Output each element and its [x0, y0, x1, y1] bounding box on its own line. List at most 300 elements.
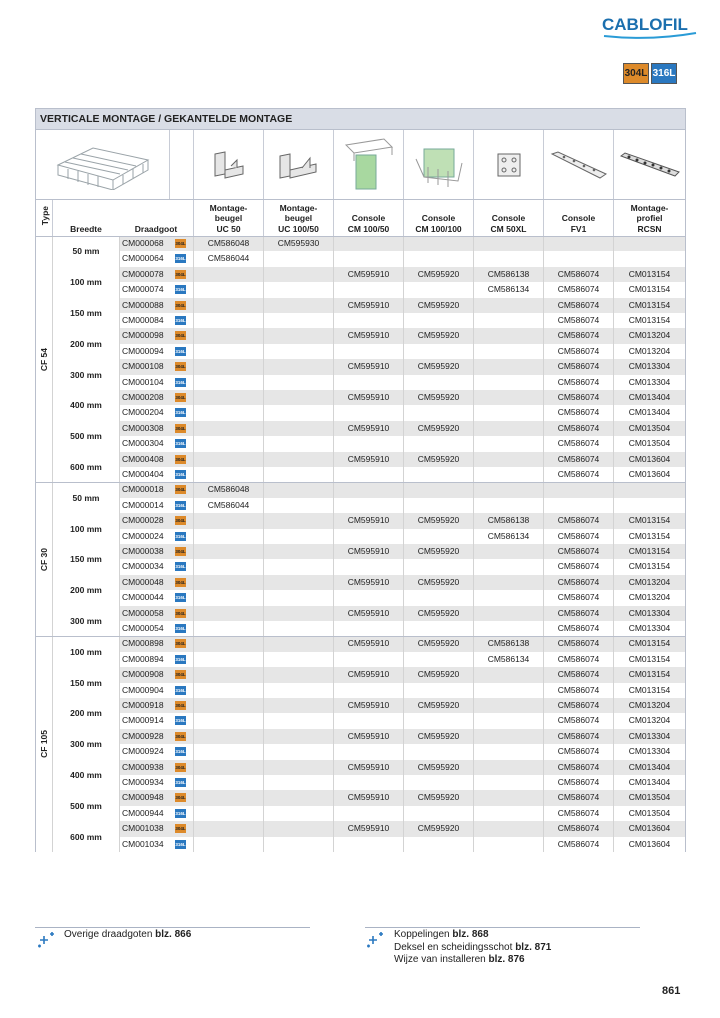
- width-label: 600 mm: [52, 821, 119, 852]
- material-cell: [173, 698, 193, 713]
- draadgoot-code: CM001038: [119, 821, 173, 836]
- accessory-code: [333, 405, 403, 420]
- accessory-code: [403, 775, 473, 790]
- accessory-code: CM013404: [613, 775, 685, 790]
- accessory-code: CM595910: [333, 636, 403, 651]
- table-row: [36, 390, 685, 405]
- accessory-code: CM595920: [403, 698, 473, 713]
- accessory-code: [263, 775, 333, 790]
- accessory-code: CM595920: [403, 606, 473, 621]
- accessory-code: [193, 452, 263, 467]
- footer-right-links: [394, 929, 551, 967]
- draadgoot-code: CM000914: [119, 713, 173, 728]
- accessory-code: [473, 713, 543, 728]
- accessory-code: [473, 359, 543, 374]
- accessory-code: [193, 621, 263, 636]
- accessory-code: [473, 729, 543, 744]
- material-cell: [173, 375, 193, 390]
- draadgoot-header: Draadgoot: [134, 223, 178, 234]
- accessory-code: [473, 313, 543, 328]
- cablofil-logo: [600, 10, 700, 40]
- accessory-code: [333, 498, 403, 513]
- accessory-code: [403, 590, 473, 605]
- draadgoot-code: CM000034: [119, 559, 173, 574]
- material-badge: 304L: [175, 333, 186, 339]
- accessory-code: [193, 760, 263, 775]
- width-label: 500 mm: [52, 421, 119, 452]
- table-row: [36, 359, 685, 374]
- accessory-code: [333, 467, 403, 482]
- draadgoot-code: CM000054: [119, 621, 173, 636]
- draadgoot-code: CM000918: [119, 698, 173, 713]
- badge-304l: 304L: [623, 63, 649, 84]
- col-header-cm100-100: Console CM 100/100: [403, 200, 473, 236]
- accessory-code: [193, 590, 263, 605]
- accessory-code: CM595920: [403, 544, 473, 559]
- table-row: [36, 313, 685, 328]
- accessory-code: [473, 821, 543, 836]
- accessory-code: [263, 390, 333, 405]
- footer-divider-left: [35, 927, 310, 928]
- material-badge: 304L: [175, 641, 186, 647]
- type-header-cell: [36, 200, 52, 236]
- type-label: CF 105: [39, 730, 49, 759]
- accessory-code: [193, 467, 263, 482]
- material-badge: 316L: [175, 318, 186, 323]
- accessory-code: [193, 652, 263, 667]
- accessory-code: [333, 313, 403, 328]
- accessory-code: [403, 236, 473, 251]
- accessory-code: CM595920: [403, 359, 473, 374]
- accessory-code: [473, 421, 543, 436]
- accessory-code: [473, 405, 543, 420]
- accessory-code: [263, 667, 333, 682]
- width-label: 200 mm: [52, 698, 119, 729]
- accessory-code: [473, 467, 543, 482]
- accessory-code: CM595910: [333, 729, 403, 744]
- material-badge: 316L: [175, 780, 186, 785]
- material-cell: [173, 837, 193, 852]
- accessory-code: [263, 375, 333, 390]
- accessory-code: CM595920: [403, 513, 473, 528]
- accessory-code: CM586074: [543, 590, 613, 605]
- material-cell: [173, 606, 193, 621]
- type-label: CF 54: [39, 347, 49, 371]
- draadgoot-code: CM000938: [119, 760, 173, 775]
- accessory-code: [263, 313, 333, 328]
- accessory-code: CM586048: [193, 482, 263, 497]
- accessory-code: [473, 575, 543, 590]
- accessory-code: [543, 236, 613, 251]
- draadgoot-code: CM000908: [119, 667, 173, 682]
- material-badge: 316L: [175, 626, 186, 631]
- material-cell: [173, 575, 193, 590]
- draadgoot-code: CM000098: [119, 328, 173, 343]
- footer-link-koppelingen[interactable]: Koppelingen blz. 868: [394, 929, 489, 940]
- material-badge: 304L: [175, 795, 186, 801]
- material-badge: 304L: [175, 425, 186, 431]
- accessory-code: CM013304: [613, 621, 685, 636]
- accessory-code: [193, 298, 263, 313]
- accessory-code: CM595910: [333, 513, 403, 528]
- accessory-code: CM013304: [613, 744, 685, 759]
- draadgoot-code: CM000208: [119, 390, 173, 405]
- accessory-code: [263, 344, 333, 359]
- table-row: [36, 421, 685, 436]
- cable-tray-image: [36, 130, 169, 199]
- material-badge: 316L: [175, 687, 186, 693]
- accessory-code: [403, 837, 473, 852]
- draadgoot-code: CM000044: [119, 590, 173, 605]
- material-cell: [173, 559, 193, 574]
- accessory-code: CM013204: [613, 328, 685, 343]
- col-header-rcsn: Montage- profiel RCSN: [613, 200, 685, 236]
- accessory-code: [263, 837, 333, 852]
- material-cell: [173, 467, 193, 482]
- console-cm100-100-image: [403, 130, 473, 199]
- accessory-code: [333, 837, 403, 852]
- accessory-code: [193, 328, 263, 343]
- material-cell: [173, 282, 193, 297]
- accessory-code: CM595920: [403, 790, 473, 805]
- material-badge: 304L: [175, 610, 186, 616]
- draadgoot-code: CM000058: [119, 606, 173, 621]
- accessory-code: [193, 683, 263, 698]
- table-row: [36, 806, 685, 821]
- width-label: 100 mm: [52, 513, 119, 544]
- accessory-code: [473, 744, 543, 759]
- accessory-code: [193, 729, 263, 744]
- accessory-code: [263, 452, 333, 467]
- accessory-code: CM586074: [543, 452, 613, 467]
- accessory-code: CM013154: [613, 559, 685, 574]
- accessory-code: [263, 729, 333, 744]
- accessory-code: CM013204: [613, 590, 685, 605]
- table-row: [36, 436, 685, 451]
- accessory-code: [193, 559, 263, 574]
- page-number: 861: [662, 985, 681, 997]
- bracket-icon: [209, 148, 249, 182]
- accessory-code: CM013304: [613, 359, 685, 374]
- accessory-code: [403, 806, 473, 821]
- draadgoot-code: CM000934: [119, 775, 173, 790]
- accessory-code: CM013404: [613, 405, 685, 420]
- material-cell: [173, 313, 193, 328]
- material-badge: 316L: [175, 533, 186, 539]
- accessory-code: CM586074: [543, 544, 613, 559]
- accessory-code: [333, 482, 403, 497]
- material-cell: [173, 421, 193, 436]
- type-header: Type: [40, 206, 50, 226]
- accessory-code: [473, 482, 543, 497]
- accessory-code: CM586074: [543, 421, 613, 436]
- table-header-row: [35, 200, 686, 236]
- material-badge: 316L: [175, 379, 186, 385]
- material-badge: 304L: [175, 302, 186, 308]
- accessory-code: [263, 744, 333, 759]
- accessory-code: [263, 590, 333, 605]
- rail-rcsn-image: [613, 130, 685, 199]
- accessory-code: [473, 452, 543, 467]
- table-row: [36, 698, 685, 713]
- badge-316l: 316L: [651, 63, 677, 84]
- col-header-cm100-50: Console CM 100/50: [333, 200, 403, 236]
- table-row: [36, 544, 685, 559]
- accessory-code: CM013504: [613, 790, 685, 805]
- accessory-code: [263, 251, 333, 266]
- width-label: 600 mm: [52, 452, 119, 483]
- accessory-code: [473, 837, 543, 852]
- accessory-code: CM013304: [613, 606, 685, 621]
- table-row: [36, 790, 685, 805]
- accessory-code: [263, 636, 333, 651]
- accessory-code: CM595920: [403, 267, 473, 282]
- accessory-code: [403, 405, 473, 420]
- table-row: [36, 267, 685, 282]
- material-cell: [173, 236, 193, 251]
- table-row: [36, 760, 685, 775]
- accessory-code: [473, 298, 543, 313]
- accessory-code: CM595920: [403, 421, 473, 436]
- material-cell: [173, 498, 193, 513]
- material-badge: 304L: [175, 518, 186, 524]
- material-cell: [173, 636, 193, 651]
- draadgoot-code: CM000404: [119, 467, 173, 482]
- accessory-code: [193, 282, 263, 297]
- material-cell: [173, 821, 193, 836]
- material-cell: [173, 744, 193, 759]
- table-row: [36, 328, 685, 343]
- accessory-code: [193, 421, 263, 436]
- material-badge: 316L: [175, 256, 186, 262]
- draadgoot-code: CM000068: [119, 236, 173, 251]
- accessory-code: CM586074: [543, 713, 613, 728]
- accessory-code: [403, 375, 473, 390]
- material-badge: 304L: [175, 456, 186, 462]
- col-header-uc50: Montage- beugel UC 50: [193, 200, 263, 236]
- accessory-code: CM013604: [613, 467, 685, 482]
- accessory-code: [473, 251, 543, 266]
- accessory-code: [403, 482, 473, 497]
- accessory-code: CM595920: [403, 390, 473, 405]
- accessory-code: [403, 282, 473, 297]
- accessory-code: CM586074: [543, 775, 613, 790]
- accessory-code: [263, 606, 333, 621]
- accessory-code: [263, 498, 333, 513]
- footer-link-draadgoten[interactable]: Overige draadgoten blz. 866: [64, 929, 192, 940]
- table-row: [36, 282, 685, 297]
- accessory-code: CM586074: [543, 683, 613, 698]
- accessory-code: [193, 344, 263, 359]
- material-cell: [173, 452, 193, 467]
- accessory-code: CM013154: [613, 298, 685, 313]
- material-badge: 304L: [175, 395, 186, 400]
- accessory-code: CM586074: [543, 698, 613, 713]
- product-images-row: [35, 130, 686, 200]
- accessory-code: CM013154: [613, 683, 685, 698]
- accessory-code: CM586074: [543, 390, 613, 405]
- accessory-code: CM013204: [613, 575, 685, 590]
- accessory-code: [473, 775, 543, 790]
- more-info-icon: [36, 931, 56, 949]
- draadgoot-code: CM000088: [119, 298, 173, 313]
- material-badge: 316L: [175, 810, 186, 816]
- accessory-code: CM586074: [543, 436, 613, 451]
- material-cell: [173, 590, 193, 605]
- material-badge: 316L: [175, 410, 186, 416]
- accessory-code: [263, 529, 333, 544]
- draadgoot-code: CM000028: [119, 513, 173, 528]
- type-cell: [36, 236, 52, 482]
- accessory-code: [543, 498, 613, 513]
- accessory-code: [403, 498, 473, 513]
- accessory-code: CM586074: [543, 606, 613, 621]
- accessory-code: CM595920: [403, 328, 473, 343]
- draadgoot-code: CM000078: [119, 267, 173, 282]
- accessory-code: [263, 267, 333, 282]
- accessory-code: [473, 390, 543, 405]
- material-badge: 316L: [175, 502, 186, 508]
- accessory-code: [613, 251, 685, 266]
- accessory-code: [193, 359, 263, 374]
- accessory-code: CM595910: [333, 267, 403, 282]
- accessory-code: [403, 713, 473, 728]
- accessory-code: [193, 375, 263, 390]
- accessory-code: CM586074: [543, 667, 613, 682]
- more-info-icon-right: [365, 931, 385, 949]
- accessory-code: [333, 683, 403, 698]
- material-badge: 316L: [175, 472, 186, 477]
- accessory-code: [263, 575, 333, 590]
- accessory-code: [263, 436, 333, 451]
- accessory-code: [333, 806, 403, 821]
- table-row: [36, 375, 685, 390]
- table-row: [36, 529, 685, 544]
- material-cell: [173, 713, 193, 728]
- accessory-code: [193, 821, 263, 836]
- draadgoot-code: CM000928: [119, 729, 173, 744]
- accessory-code: [263, 467, 333, 482]
- accessory-code: CM586074: [543, 282, 613, 297]
- accessory-code: [263, 698, 333, 713]
- draadgoot-code: CM000018: [119, 482, 173, 497]
- accessory-code: [543, 251, 613, 266]
- draadgoot-code: CM000944: [119, 806, 173, 821]
- material-badge: 304L: [175, 487, 186, 493]
- accessory-code: CM586138: [473, 636, 543, 651]
- table-row: [36, 744, 685, 759]
- material-badge: 304L: [175, 364, 186, 370]
- material-badge: 316L: [175, 595, 186, 601]
- accessory-code: [403, 683, 473, 698]
- accessory-code: CM013604: [613, 821, 685, 836]
- steel-grade-badges: [623, 63, 677, 84]
- material-cell: [173, 529, 193, 544]
- material-badge: 304L: [175, 703, 186, 708]
- accessory-code: CM013154: [613, 282, 685, 297]
- accessory-code: [263, 282, 333, 297]
- material-badge: 304L: [175, 271, 186, 277]
- accessory-code: [263, 806, 333, 821]
- accessory-code: CM586134: [473, 529, 543, 544]
- width-label: 100 mm: [52, 267, 119, 298]
- material-badge: 316L: [175, 841, 186, 847]
- material-badge: 316L: [175, 441, 186, 447]
- accessory-code: CM595910: [333, 790, 403, 805]
- table-row: [36, 821, 685, 836]
- accessory-code: CM013504: [613, 436, 685, 451]
- accessory-code: CM586074: [543, 359, 613, 374]
- accessory-code: CM595910: [333, 667, 403, 682]
- accessory-code: [263, 513, 333, 528]
- accessory-code: [543, 482, 613, 497]
- group-separator: [36, 236, 685, 237]
- accessory-code: CM013304: [613, 729, 685, 744]
- draadgoot-code: CM000904: [119, 683, 173, 698]
- accessory-code: CM586074: [543, 298, 613, 313]
- table-row: [36, 298, 685, 313]
- accessory-code: [333, 251, 403, 266]
- accessory-code: CM595920: [403, 636, 473, 651]
- accessory-code: CM013154: [613, 667, 685, 682]
- accessory-code: [473, 498, 543, 513]
- material-badge: 304L: [175, 549, 186, 554]
- accessory-code: [193, 390, 263, 405]
- accessory-code: [193, 544, 263, 559]
- accessory-code: CM595920: [403, 452, 473, 467]
- accessory-code: [473, 698, 543, 713]
- accessory-code: [613, 236, 685, 251]
- group-separator: [36, 482, 685, 483]
- accessory-code: [193, 790, 263, 805]
- footer-link-installeren[interactable]: Wijze van installeren blz. 876: [394, 954, 525, 965]
- width-label: 500 mm: [52, 790, 119, 821]
- accessory-code: [333, 529, 403, 544]
- accessory-code: [473, 667, 543, 682]
- accessory-code: [473, 683, 543, 698]
- accessory-code: [263, 559, 333, 574]
- material-badge: 304L: [175, 764, 186, 770]
- accessory-code: [193, 436, 263, 451]
- accessory-code: [263, 760, 333, 775]
- material-cell: [173, 729, 193, 744]
- accessory-code: CM595910: [333, 390, 403, 405]
- table-row: [36, 405, 685, 420]
- accessory-code: CM013204: [613, 698, 685, 713]
- accessory-code: [193, 806, 263, 821]
- breedte-header: Breedte: [52, 200, 119, 236]
- draadgoot-code: CM000894: [119, 652, 173, 667]
- col-header-uc100: Montage- beugel UC 100/50: [263, 200, 333, 236]
- accessory-code: CM013204: [613, 713, 685, 728]
- bracket-uc50-image: [193, 130, 263, 199]
- accessory-code: [473, 606, 543, 621]
- footer-link-deksel[interactable]: Deksel en scheidingsschot blz. 871: [394, 941, 552, 953]
- accessory-code: [403, 652, 473, 667]
- accessory-code: CM595920: [403, 667, 473, 682]
- accessory-code: CM013604: [613, 837, 685, 852]
- accessory-code: CM586074: [543, 313, 613, 328]
- accessory-code: [333, 282, 403, 297]
- draadgoot-code: CM000204: [119, 405, 173, 420]
- accessory-code: CM586074: [543, 806, 613, 821]
- accessory-code: [263, 482, 333, 497]
- material-badge: 304L: [175, 733, 186, 739]
- accessory-code: [333, 590, 403, 605]
- accessory-code: [333, 713, 403, 728]
- accessory-code: [193, 698, 263, 713]
- blank-image-cell: [169, 130, 193, 199]
